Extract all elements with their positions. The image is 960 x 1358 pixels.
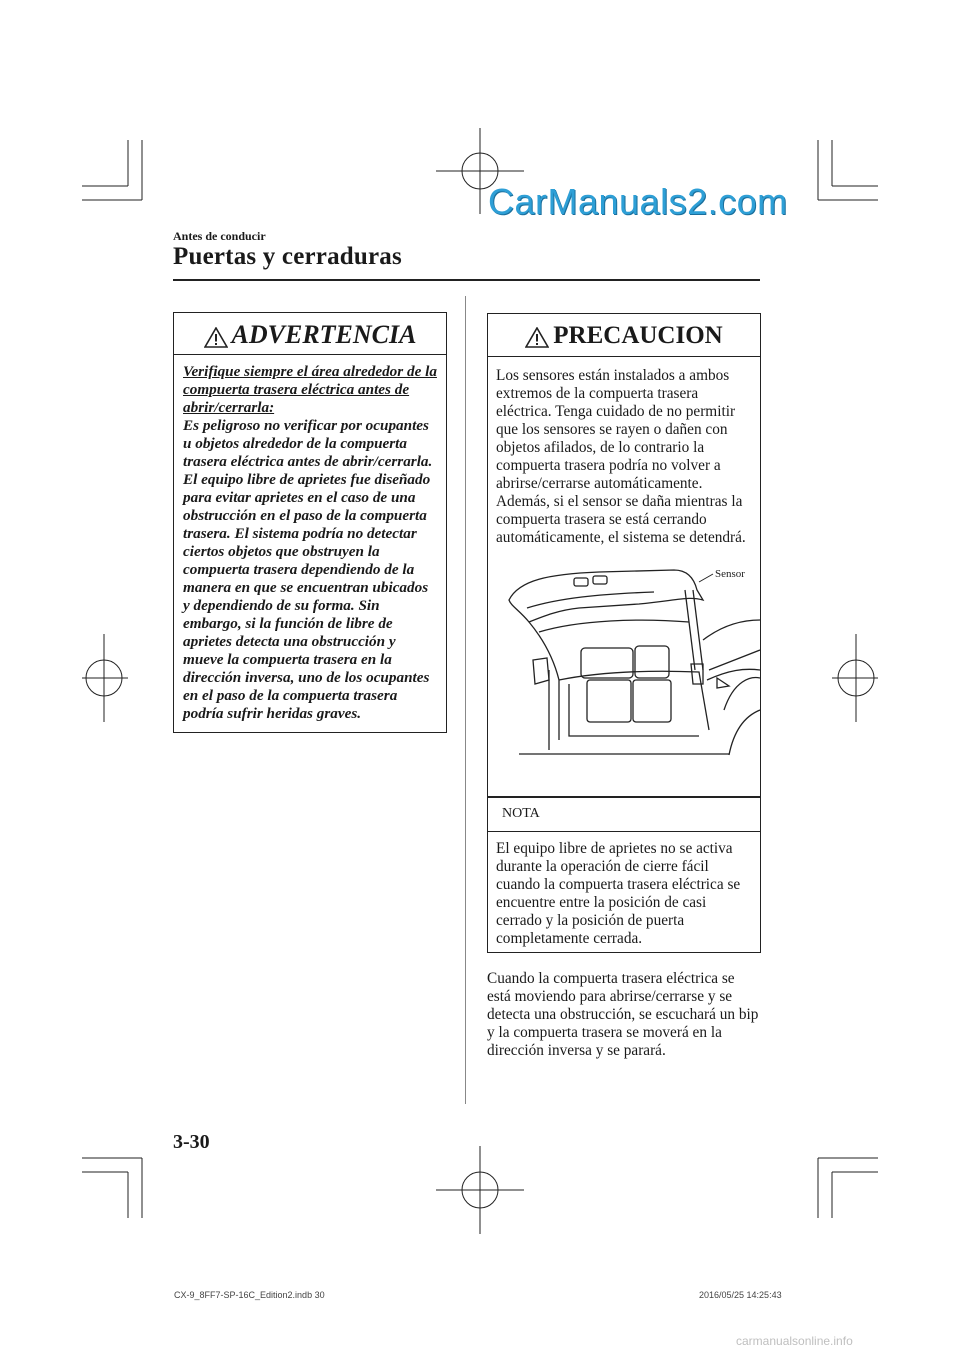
warning-box [173,312,447,733]
warning-lead: Verifique siempre el área alrededor de la compuerta trasera eléctrica antes de abrir/cerrarla: [183,363,437,416]
warning-body [174,355,446,723]
tailgate-sensor-illustration [489,560,760,758]
caution-title: PRECAUCION [553,322,723,349]
warning-header [174,313,446,355]
bottom-watermark: carmanualsonline.info [736,1334,853,1348]
footer-file-info: CX-9_8FF7-SP-16C_Edition2.indb 30 [174,1290,325,1300]
sensor-label: Sensor [715,568,745,580]
footer-timestamp: 2016/05/25 14:25:43 [699,1290,782,1300]
page-title: Puertas y cerraduras [173,243,402,270]
warning-triangle-icon [525,327,549,348]
caution-body: Los sensores están instalados a ambos extremos de la compuerta trasera eléctrica. Tenga cuidado de no permitir que los sensores se rayen o dañen con objetos afilados, de lo contrario la compuerta trasera podría no volver a abrirse/cerrarse automáticamente. Además, si el sensor se daña mientras la compuerta trasera se está cerrando automáticamente, el sistema se detendrá. [496,367,746,546]
section-subtitle: Antes de conducir [173,229,266,243]
page-number: 3-30 [173,1131,210,1153]
body-paragraph: Cuando la compuerta trasera eléctrica se está moviendo para abrirse/cerrarse y se detecta una obstrucción, se escuchará un bip y la compuerta trasera se moverá en la dirección inversa y se parará. [487,970,759,1059]
warning-title: ADVERTENCIA [231,320,417,349]
caution-box [487,313,761,797]
watermark-logo: CarManuals2.com [488,181,788,222]
header-divider [173,279,760,281]
warning-text: Es peligroso no verificar por ocupantes u objetos alrededor de la compuerta trasera eléctrica antes de abrir/cerrarla. El equipo libre de aprietes fue diseñado para evitar aprietes en el caso de una obstrucción en el paso de la compuerta trasera. El sistema podría no detectar ciertos objetos que obstruyen la compuerta trasera dependiendo de la manera en que se encuentran ubicados y dependiendo de su forma. Sin embargo, si la función de libre de aprietes detecta una obstrucción y mueve la compuerta trasera en la dirección inversa, uno de los ocupantes en el paso de la compuerta trasera podría sufrir heridas graves. [183,417,433,722]
note-header: NOTA [488,798,760,832]
note-body: El equipo libre de aprietes no se activa durante la operación de cierre fácil cuando la compuerta trasera eléctrica se encuentre entre la posición de casi cerrado y la posición de puerta completamente cerrada. [496,840,741,947]
column-divider [465,296,466,1104]
warning-triangle-icon [204,327,228,348]
note-box [487,797,761,953]
caution-header [488,314,760,357]
